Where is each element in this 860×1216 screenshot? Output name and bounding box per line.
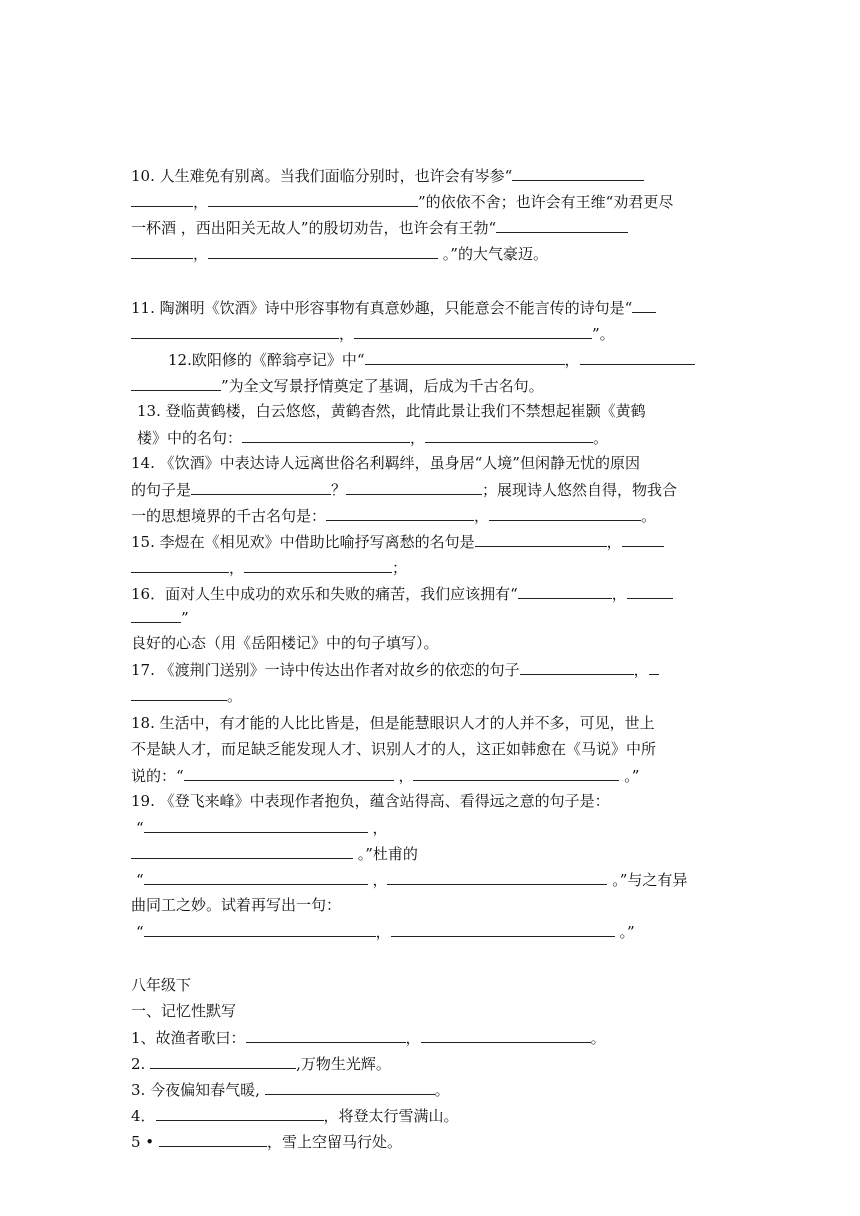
q10-line-2: ， ”的依依不舍；也许会有王维“劝君更尽 xyxy=(131,190,731,212)
recall-item-5: 5 • ，雪上空留马行处。 xyxy=(131,1130,731,1152)
q14-line-1: 14. 《饮酒》中表达诗人远离世俗名利羁绊，虽身居“人境”但闲静无忧的原因 xyxy=(131,454,640,472)
answer-blank[interactable] xyxy=(518,582,612,599)
answer-blank[interactable] xyxy=(326,504,474,521)
answer-blank[interactable] xyxy=(144,816,368,833)
answer-blank[interactable] xyxy=(208,190,418,207)
answer-blank[interactable] xyxy=(425,426,593,443)
recall-item-3: 3. 今夜偏知春气暖, 。 xyxy=(131,1078,731,1100)
q17-line-2: 。 xyxy=(131,684,731,706)
q16-line-3: 良好的心态（用《岳阳楼记》中的句子填写）。 xyxy=(131,634,439,652)
answer-blank[interactable] xyxy=(580,348,695,365)
q10-line-1: 10. 人生难免有别离。当我们面临分别时，也许会有岑参“ xyxy=(131,164,731,186)
answer-blank[interactable] xyxy=(159,1130,267,1147)
q11-line-1: 11. 陶渊明《饮酒》诗中形容事物有真意妙趣，只能意会不能言传的诗句是“ xyxy=(131,296,731,318)
answer-blank[interactable] xyxy=(191,478,331,495)
answer-blank[interactable] xyxy=(131,242,193,259)
answer-blank[interactable] xyxy=(622,530,664,547)
answer-blank[interactable] xyxy=(627,582,673,599)
answer-blank[interactable] xyxy=(512,164,644,181)
answer-blank[interactable] xyxy=(649,658,659,675)
answer-blank[interactable] xyxy=(242,426,410,443)
answer-blank[interactable] xyxy=(156,1104,324,1121)
answer-blank[interactable] xyxy=(150,1052,296,1069)
answer-blank[interactable] xyxy=(391,920,615,937)
q16-line-1: 16．面对人生中成功的欢乐和失败的痛苦，我们应该拥有“ ， xyxy=(131,582,731,604)
q10-line-3: 一杯酒 ，西出阳关无故人”的殷切劝告，也许会有王勃“ xyxy=(131,216,731,238)
answer-blank[interactable] xyxy=(184,764,394,781)
answer-blank[interactable] xyxy=(208,242,438,259)
q18-line-3: 说的：“ ， 。” xyxy=(131,764,731,786)
answer-blank[interactable] xyxy=(244,556,392,573)
answer-blank[interactable] xyxy=(354,322,592,339)
q18-line-1: 18. 生活中，有才能的人比比皆是，但是能慧眼识人才的人并不多，可见，世上 xyxy=(131,714,655,732)
answer-blank[interactable] xyxy=(131,190,193,207)
answer-blank[interactable] xyxy=(365,348,565,365)
answer-blank[interactable] xyxy=(520,658,634,675)
q19-line-4: “ ， 。”与之有异 xyxy=(136,868,736,890)
answer-blank[interactable] xyxy=(144,868,368,885)
section-heading: 一、记忆性默写 xyxy=(131,1002,237,1020)
answer-blank[interactable] xyxy=(131,606,181,623)
answer-blank[interactable] xyxy=(475,530,607,547)
answer-blank[interactable] xyxy=(489,504,641,521)
q12-line-2: ”为全文写景抒情奠定了基调，后成为千古名句。 xyxy=(131,374,731,396)
q18-line-2: 不是缺人才，而足缺乏能发现人才、识别人才的人，这正如韩愈在《马说》中所 xyxy=(131,740,657,758)
answer-blank[interactable] xyxy=(131,842,353,859)
recall-item-2: 2. ,万物生光辉。 xyxy=(131,1052,731,1074)
q19-line-3: 。”杜甫的 xyxy=(131,842,731,864)
q13-line-1: 13. 登临黄鹤楼，白云悠悠，黄鹤杳然，此情此景让我们不禁想起崔颢《黄鹤 xyxy=(137,402,646,420)
answer-blank[interactable] xyxy=(632,296,656,313)
answer-blank[interactable] xyxy=(131,556,229,573)
answer-blank[interactable] xyxy=(265,1078,435,1095)
section-grade: 八年级下 xyxy=(131,976,192,994)
recall-item-1: 1、故渔者歌曰： ， 。 xyxy=(131,1026,731,1048)
q12-line-1: 12.欧阳修的《醉翁亭记》中“ ， xyxy=(168,348,768,370)
answer-blank[interactable] xyxy=(346,478,482,495)
q19-line-6: “ ， 。” xyxy=(136,920,736,942)
answer-blank[interactable] xyxy=(421,1026,591,1043)
answer-blank[interactable] xyxy=(131,684,227,701)
q10-line-4: ， 。”的大气豪迈。 xyxy=(131,242,731,264)
q17-line-1: 17. 《渡荆门送别》一诗中传达出作者对故乡的依恋的句子 ， xyxy=(131,658,731,680)
q19-line-1: 19. 《登飞来峰》中表现作者抱负，蕴含站得高、看得远之意的句子是： xyxy=(131,792,610,810)
answer-blank[interactable] xyxy=(144,920,376,937)
q15-line-1: 15. 李煜在《相见欢》中借助比喻抒写离愁的名句是 ， xyxy=(131,530,731,552)
answer-blank[interactable] xyxy=(131,322,339,339)
answer-blank[interactable] xyxy=(131,374,221,391)
answer-blank[interactable] xyxy=(413,764,619,781)
q19-line-5: 曲同工之妙。试着再写出一句： xyxy=(131,896,342,914)
q19-line-2: “ ， xyxy=(136,816,736,838)
q13-line-2: 楼》中的名句： ， 。 xyxy=(137,426,737,448)
q14-line-3: 一的思想境界的千古名句是： ， 。 xyxy=(131,504,731,526)
q14-line-2: 的句子是 ？ ；展现诗人悠然自得，物我合 xyxy=(131,478,731,500)
answer-blank[interactable] xyxy=(387,868,607,885)
answer-blank[interactable] xyxy=(496,216,628,233)
answer-blank[interactable] xyxy=(246,1026,406,1043)
q15-line-2: ， ； xyxy=(131,556,731,578)
q16-line-2: ” xyxy=(131,606,731,628)
recall-item-4: 4． ，将登太行雪满山。 xyxy=(131,1104,731,1126)
q11-line-2: ， ”。 xyxy=(131,322,731,344)
